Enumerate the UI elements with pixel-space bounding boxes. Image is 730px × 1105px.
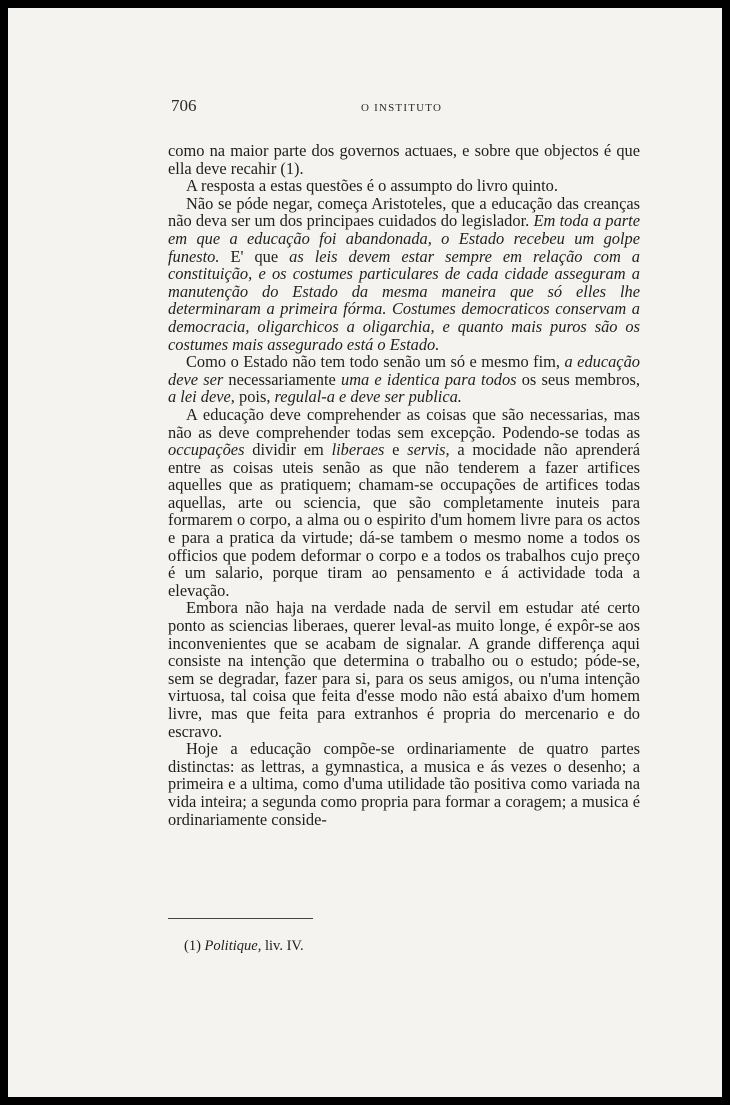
footnote-title: Politique, <box>204 938 262 954</box>
paragraph <box>168 142 640 177</box>
text-segment: necessariamente <box>223 369 342 389</box>
paragraph <box>168 353 640 406</box>
text-segment: a mocidade não aprenderá entre as coisas uteis senão as que não tenderem a fazer artifices aquelles que as pratiquem; chamam-se occupações de artifices todas aquellas, arte ou sciencia, que são completamente inuteis para formarem o corpo, a alma ou o espirito d'um homem livre para os actos e para a pratica da virtude; dá-se tambem o mesmo nome a todos os officios que podem deformar o corpo e a todos os trabalhos cujo preço é um salario, porque tiram ao pensamento e á actividade toda a elevação. <box>168 440 640 600</box>
footnote-divider <box>168 918 313 919</box>
text-segment: dividir em <box>244 440 332 460</box>
footnote <box>184 938 304 955</box>
italic-text: Em toda a parte em que a educação foi abandonada, o Estado recebeu um golpe funesto. <box>168 211 641 266</box>
text-segment: A resposta a estas questões é o assumpto do livro quinto. <box>186 176 558 196</box>
text-segment: A educação deve comprehender as coisas que são necessarias, mas não as deve comprehender todas sem excepção. Podendo-se todas as <box>168 404 640 442</box>
running-title: O INSTITUTO <box>361 102 443 114</box>
paragraph <box>168 177 640 195</box>
footnote-marker: (1) <box>184 938 201 954</box>
italic-text: as leis devem estar sempre em relação com a constituição, e os costumes particulares de cada cidade asseguram a manutenção do Estado da mesma maneira que só elles lhe determinaram a primeira fórma. Costumes democraticos conservam a democracia, oligarchicos a oligarchia, e quanto mais puros são os costumes mais assegurado está o Estado. <box>168 246 640 354</box>
book-page <box>8 8 722 1097</box>
text-segment: Como o Estado não tem todo senão um só e mesmo fim, <box>186 352 565 372</box>
text-segment: Não se póde negar, começa Aristoteles, que a educação das creanças não deva ser um dos principaes cuidados do legislador. <box>168 193 640 231</box>
footnote-reference: liv. IV. <box>264 938 304 954</box>
italic-text: regulal-a e deve ser publica. <box>274 387 462 407</box>
italic-text: liberaes <box>331 440 385 460</box>
body-text <box>168 142 640 828</box>
text-segment: como na maior parte dos governos actuaes, e sobre que objectos é que ella deve recahir (1). <box>168 141 640 178</box>
page-header <box>171 96 639 118</box>
text-segment: os seus membros, <box>516 369 640 389</box>
page-number: 706 <box>171 96 197 115</box>
italic-text: uma e identica para todos <box>341 369 517 389</box>
italic-text: servis, <box>407 440 450 460</box>
italic-text: a educação deve ser <box>168 352 640 389</box>
paragraph <box>168 406 640 600</box>
text-segment: Hoje a educação compõe-se ordinariamente de quatro partes distinctas: as lettras, a gymnastica, a musica e ás vezes o desenho; a primeira e a ultima, como d'uma utilidade tão positiva como variada na vida inteira; a segunda como propria para formar a coragem; a musica é ordinariamente conside- <box>168 739 640 829</box>
text-segment: E' que <box>219 246 290 266</box>
paragraph <box>168 599 640 740</box>
italic-text: a lei deve, <box>168 387 235 407</box>
text-segment: e <box>384 440 408 460</box>
text-segment: Embora não haja na verdade nada de servil em estudar até certo ponto as sciencias liberaes, querer leval-as muito longe, é expôr-se aos inconvenientes que se acabam de signalar. A grande differença aqui consiste na intenção que determina o trabalho ou o estudo; póde-se, sem se degradar, fazer para si, para os seus amigos, ou n'uma intenção virtuosa, tal coisa que feita d'esse modo não está abaixo d'um homem livre, mas que feita para extranhos é propria do mercenario e do escravo. <box>168 598 640 741</box>
paragraph <box>168 195 640 353</box>
paragraph <box>168 740 640 828</box>
italic-text: occupações <box>168 440 245 460</box>
text-segment: pois, <box>234 387 275 407</box>
